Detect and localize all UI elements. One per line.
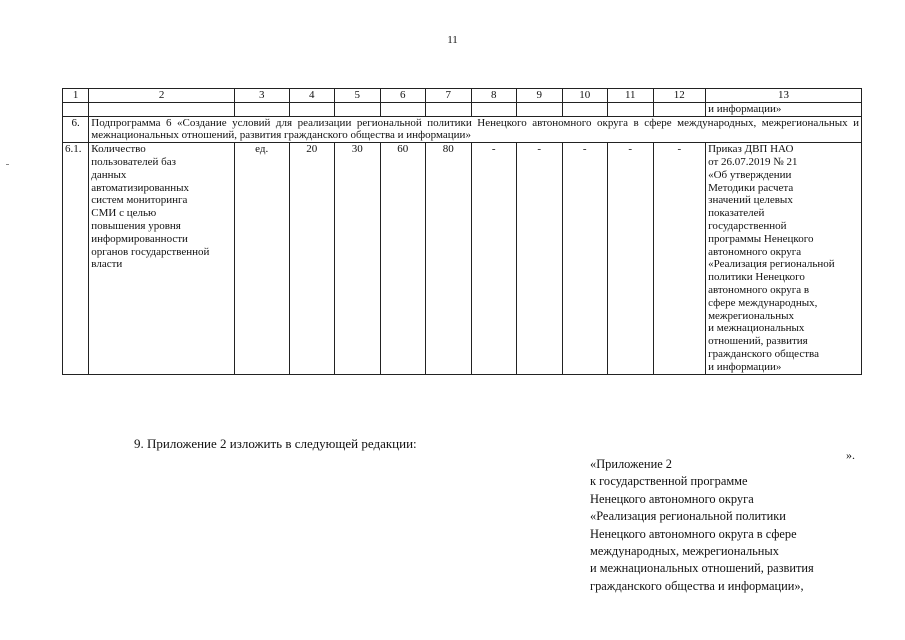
- table-header-row: [63, 89, 862, 103]
- indicator-name: Количество пользователей баз данных автоматизированных систем мониторинга СМИ с целью повышения уровня информированности органов государственной власти: [89, 143, 235, 374]
- appendix-line: международных, межрегиональных: [590, 544, 779, 559]
- appendix-heading: [590, 456, 890, 595]
- header-cell: 6: [380, 89, 426, 103]
- continuation-text: и информации»: [706, 102, 862, 116]
- appendix-line: Ненецкого автономного округа в сфере: [590, 526, 797, 541]
- value-cell: -: [517, 143, 563, 374]
- header-cell: 8: [471, 89, 517, 103]
- value-cell: 80: [426, 143, 472, 374]
- value-cell: 20: [289, 143, 335, 374]
- item-9-paragraph: 9. Приложение 2 изложить в следующей редакции:: [134, 436, 417, 451]
- value-cell: -: [608, 143, 654, 374]
- appendix-line: к государственной программе: [590, 474, 748, 489]
- header-cell: 4: [289, 89, 335, 103]
- value-cell: 60: [380, 143, 426, 374]
- indicators-table: [62, 88, 862, 375]
- value-cell: -: [562, 143, 608, 374]
- header-cell: 10: [562, 89, 608, 103]
- header-cell: 13: [706, 89, 862, 103]
- header-cell: 7: [426, 89, 472, 103]
- section-title: Подпрограмма 6 «Создание условий для реализации региональной политики Ненецкого автономного округа в сфере международных, межрегиональных и межнациональных отношений, развития гражданского общества и информации»: [89, 116, 862, 143]
- header-cell: 1: [63, 89, 89, 103]
- appendix-line: «Приложение 2: [590, 457, 672, 471]
- row-number: 6.1.: [63, 143, 89, 374]
- header-cell: 11: [608, 89, 654, 103]
- header-cell: 9: [517, 89, 563, 103]
- basis-cell: Приказ ДВП НАО от 26.07.2019 № 21 «Об утверждении Методики расчета значений целевых показателей государственной программы Ненецкого автономного округа «Реализация региональной политики Ненецкого автономного округа в сфере международных, межрегиональных и межнациональных отношений, развития гражданского общества и информации»: [706, 143, 862, 374]
- section-number: 6.: [63, 116, 89, 143]
- appendix-line: «Реализация региональной политики: [590, 509, 786, 524]
- value-cell: -: [471, 143, 517, 374]
- header-cell: 5: [335, 89, 381, 103]
- appendix-line: гражданского общества и информации»,: [590, 578, 804, 593]
- value-cell: 30: [335, 143, 381, 374]
- continuation-row: [63, 102, 862, 116]
- header-cell: 2: [89, 89, 235, 103]
- table-row: [63, 143, 862, 374]
- section-row: [63, 116, 862, 143]
- header-cell: 3: [234, 89, 289, 103]
- page-number: 11: [447, 34, 458, 46]
- appendix-line: Ненецкого автономного округа: [590, 491, 754, 506]
- closing-quote: ».: [846, 448, 855, 462]
- appendix-line: и межнациональных отношений, развития: [590, 561, 814, 576]
- header-cell: 12: [653, 89, 706, 103]
- unit-cell: ед.: [234, 143, 289, 374]
- value-cell: -: [653, 143, 706, 374]
- margin-mark: [6, 164, 9, 165]
